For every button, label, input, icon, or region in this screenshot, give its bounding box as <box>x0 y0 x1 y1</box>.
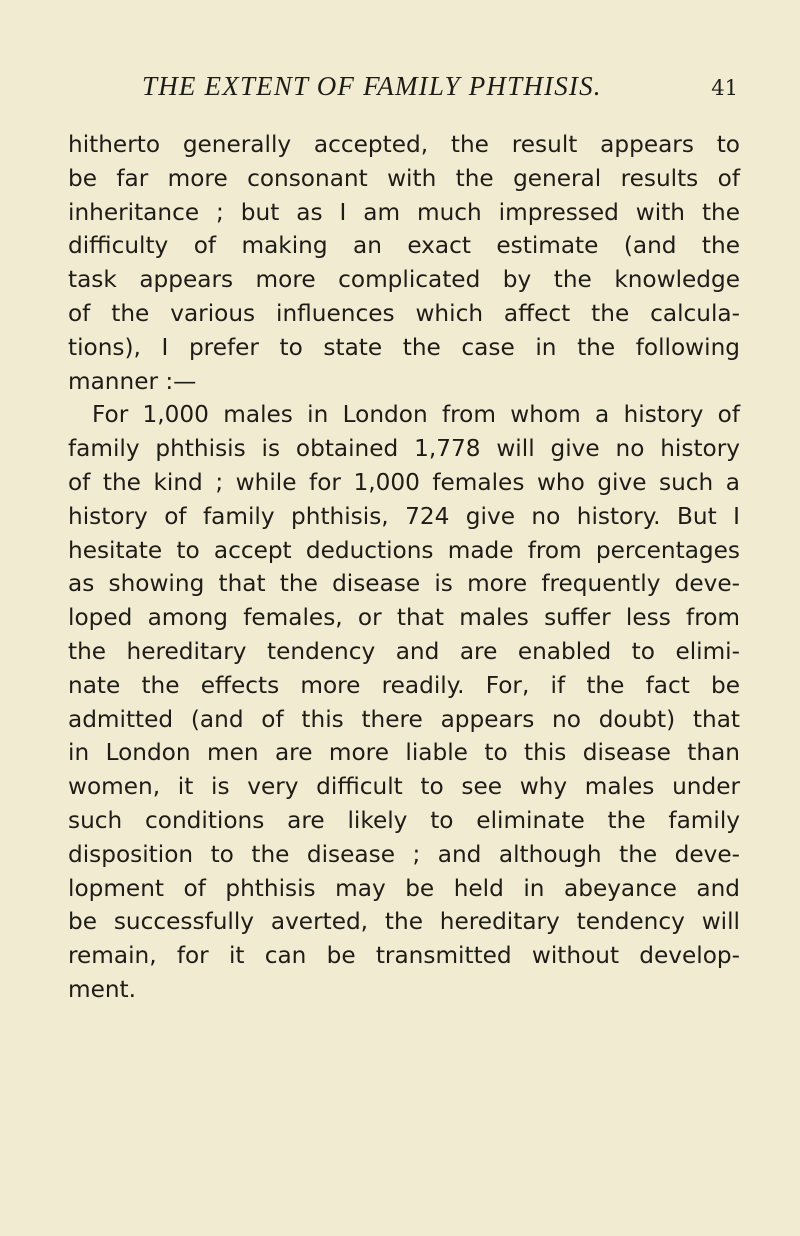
text-line: task appears more complicated by the knowledge <box>68 266 740 294</box>
text-line: manner :— <box>68 367 197 395</box>
text-line: such conditions are likely to eliminate the family <box>68 806 740 834</box>
text-line: loped among females, or that males suffer less from <box>68 604 740 632</box>
text-line: ment. <box>68 975 137 1003</box>
page-number: 41 <box>711 76 738 100</box>
text-line: admitted (and of this there appears no doubt) that <box>68 705 740 733</box>
text-line: history of family phthisis, 724 give no history. But I <box>68 502 740 530</box>
text-line: women, it is very difficult to see why males under <box>68 773 740 801</box>
text-line: the hereditary tendency and are enabled to elimi- <box>68 637 740 665</box>
text-line: hitherto generally accepted, the result appears to <box>68 131 740 158</box>
text-line: inheritance ; but as I am much impressed with the <box>68 198 740 226</box>
text-line: tions), I prefer to state the case in the following <box>68 333 740 361</box>
text-line: difficulty of making an exact estimate (and the <box>68 232 740 260</box>
paragraph-start-line: For 1,000 males in London from whom a history of <box>92 401 740 429</box>
text-line: in London men are more liable to this disease than <box>68 739 740 767</box>
text-line: be far more consonant with the general results of <box>68 164 740 192</box>
text-line: disposition to the disease ; and although the deve- <box>68 840 740 868</box>
text-line: nate the effects more readily. For, if the fact be <box>68 671 740 699</box>
text-line: be successfully averted, the hereditary tendency will <box>68 908 740 936</box>
text-line: of the various influences which affect the calcula- <box>68 299 740 327</box>
text-line: remain, for it can be transmitted without develop- <box>68 942 740 970</box>
text-line: lopment of phthisis may be held in abeyance and <box>68 874 740 902</box>
running-title: THE EXTENT OF FAMILY PHTHISIS. <box>142 71 602 101</box>
body-text <box>68 128 740 1007</box>
text-line: as showing that the disease is more frequently deve- <box>68 570 740 598</box>
text-line: hesitate to accept deductions made from percentages <box>68 536 740 564</box>
text-line: family phthisis is obtained 1,778 will give no history <box>68 435 740 463</box>
running-head <box>58 68 738 108</box>
text-line: of the kind ; while for 1,000 females who give such a <box>68 468 740 496</box>
